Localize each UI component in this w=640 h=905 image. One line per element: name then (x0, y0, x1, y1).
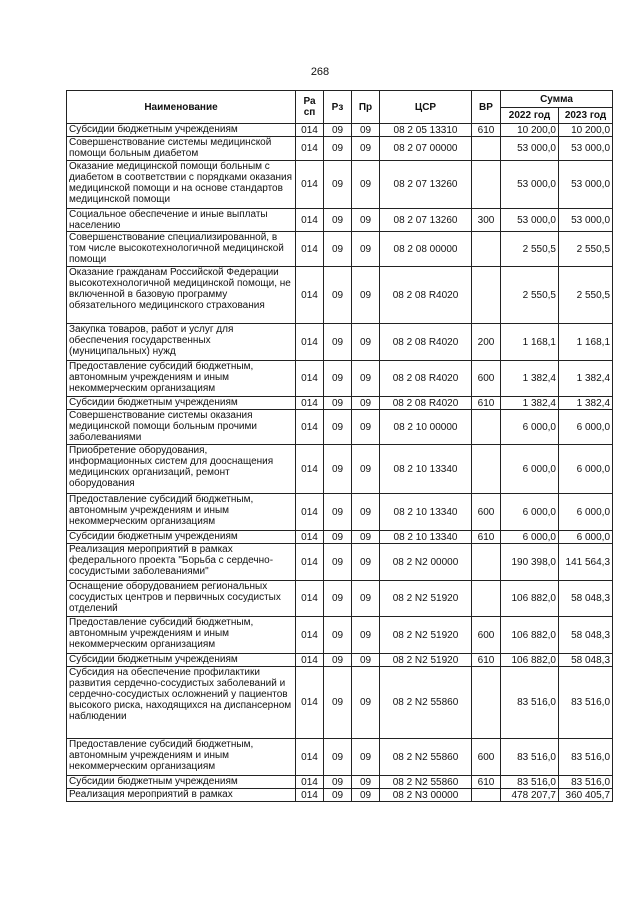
row-sum-2022: 83 516,0 (501, 739, 559, 776)
row-rz: 09 (324, 531, 352, 544)
row-sum-2022: 1 382,4 (501, 361, 559, 397)
row-csr: 08 2 N3 00000 (380, 789, 472, 802)
row-vr (472, 544, 501, 581)
row-vr: 300 (472, 209, 501, 232)
row-sum-2023: 6 000,0 (559, 445, 613, 494)
table-row (67, 789, 613, 802)
row-rz: 09 (324, 397, 352, 410)
row-vr: 600 (472, 617, 501, 654)
header-year-2022: 2022 год (501, 108, 559, 124)
row-csr: 08 2 N2 55860 (380, 776, 472, 789)
row-rasp: 014 (296, 161, 324, 209)
row-csr: 08 2 N2 51920 (380, 581, 472, 617)
table-row (67, 617, 613, 654)
row-name: Совершенствование специализированной, в том числе высокотехнологичной медицинской помощи (67, 232, 296, 267)
row-rz: 09 (324, 494, 352, 531)
table-header (67, 91, 613, 124)
row-csr: 08 2 08 R4020 (380, 361, 472, 397)
row-sum-2022: 1 382,4 (501, 397, 559, 410)
row-rasp: 014 (296, 617, 324, 654)
row-name: Оказание медицинской помощи больным с диабетом в соответствии с порядками оказания медицинской помощи и на основе стандартов медицинской помощи (67, 161, 296, 209)
row-sum-2023: 2 550,5 (559, 267, 613, 324)
row-rasp: 014 (296, 232, 324, 267)
row-pr: 09 (352, 232, 380, 267)
row-sum-2022: 106 882,0 (501, 654, 559, 667)
row-pr: 09 (352, 397, 380, 410)
row-rasp: 014 (296, 124, 324, 137)
table-row (67, 494, 613, 531)
row-pr: 09 (352, 410, 380, 445)
row-pr: 09 (352, 267, 380, 324)
header-year-2023: 2023 год (559, 108, 613, 124)
row-csr: 08 2 10 13340 (380, 445, 472, 494)
row-sum-2022: 10 200,0 (501, 124, 559, 137)
row-sum-2022: 1 168,1 (501, 324, 559, 361)
table-row (67, 544, 613, 581)
row-pr: 09 (352, 667, 380, 739)
row-sum-2023: 83 516,0 (559, 776, 613, 789)
row-name: Совершенствование системы медицинской помощи больным диабетом (67, 137, 296, 161)
row-name: Закупка товаров, работ и услуг для обеспечения государственных (муниципальных) нужд (67, 324, 296, 361)
row-csr: 08 2 N2 51920 (380, 654, 472, 667)
row-sum-2022: 478 207,7 (501, 789, 559, 802)
row-name: Предоставление субсидий бюджетным, автономным учреждениям и иным некоммерческим организациям (67, 361, 296, 397)
table-row (67, 654, 613, 667)
row-sum-2022: 53 000,0 (501, 209, 559, 232)
table-row (67, 124, 613, 137)
row-name: Приобретение оборудования, информационных систем для дооснащения медицинских организаций, ремонт оборудования (67, 445, 296, 494)
table-row (67, 209, 613, 232)
row-name: Оказание гражданам Российской Федерации высокотехнологичной медицинской помощи, не включенной в базовую программу обязательного медицинского страхования (67, 267, 296, 324)
table-row (67, 581, 613, 617)
table-row (67, 232, 613, 267)
row-sum-2023: 141 564,3 (559, 544, 613, 581)
row-rz: 09 (324, 209, 352, 232)
row-vr (472, 410, 501, 445)
row-rz: 09 (324, 617, 352, 654)
row-csr: 08 2 N2 55860 (380, 667, 472, 739)
row-sum-2023: 83 516,0 (559, 739, 613, 776)
row-rasp: 014 (296, 531, 324, 544)
row-sum-2023: 1 382,4 (559, 361, 613, 397)
table-row (67, 445, 613, 494)
row-vr: 200 (472, 324, 501, 361)
row-vr: 610 (472, 776, 501, 789)
row-sum-2022: 83 516,0 (501, 776, 559, 789)
row-name: Субсидии бюджетным учреждениям (67, 776, 296, 789)
row-vr (472, 445, 501, 494)
row-pr: 09 (352, 617, 380, 654)
row-sum-2023: 10 200,0 (559, 124, 613, 137)
row-vr (472, 137, 501, 161)
row-rz: 09 (324, 267, 352, 324)
table-body (67, 124, 613, 802)
row-vr: 610 (472, 397, 501, 410)
row-rz: 09 (324, 581, 352, 617)
row-rasp: 014 (296, 667, 324, 739)
row-sum-2023: 2 550,5 (559, 232, 613, 267)
row-sum-2022: 2 550,5 (501, 267, 559, 324)
row-csr: 08 2 N2 00000 (380, 544, 472, 581)
row-pr: 09 (352, 654, 380, 667)
row-rasp: 014 (296, 494, 324, 531)
table-row (67, 267, 613, 324)
header-vr: ВР (472, 91, 501, 124)
row-rasp: 014 (296, 654, 324, 667)
header-pr: Пр (352, 91, 380, 124)
row-pr: 09 (352, 544, 380, 581)
table-row (67, 739, 613, 776)
row-rz: 09 (324, 124, 352, 137)
budget-table (66, 90, 613, 802)
table-row (67, 137, 613, 161)
row-pr: 09 (352, 445, 380, 494)
row-sum-2023: 6 000,0 (559, 531, 613, 544)
row-csr: 08 2 N2 55860 (380, 739, 472, 776)
row-rasp: 014 (296, 776, 324, 789)
row-pr: 09 (352, 324, 380, 361)
row-rz: 09 (324, 137, 352, 161)
row-rasp: 014 (296, 789, 324, 802)
row-vr (472, 789, 501, 802)
row-rz: 09 (324, 161, 352, 209)
row-rasp: 014 (296, 581, 324, 617)
row-sum-2022: 53 000,0 (501, 161, 559, 209)
table-row (67, 361, 613, 397)
row-pr: 09 (352, 581, 380, 617)
row-csr: 08 2 N2 51920 (380, 617, 472, 654)
row-vr: 610 (472, 531, 501, 544)
row-csr: 08 2 08 R4020 (380, 324, 472, 361)
row-rasp: 014 (296, 739, 324, 776)
row-csr: 08 2 10 13340 (380, 531, 472, 544)
row-vr: 610 (472, 654, 501, 667)
row-pr: 09 (352, 361, 380, 397)
row-rz: 09 (324, 232, 352, 267)
row-name: Реализация мероприятий в рамках (67, 789, 296, 802)
row-csr: 08 2 10 00000 (380, 410, 472, 445)
row-csr: 08 2 05 13310 (380, 124, 472, 137)
row-rz: 09 (324, 739, 352, 776)
row-sum-2023: 58 048,3 (559, 617, 613, 654)
table-row (67, 667, 613, 739)
row-name: Субсидии бюджетным учреждениям (67, 397, 296, 410)
row-vr (472, 161, 501, 209)
row-sum-2022: 106 882,0 (501, 617, 559, 654)
row-rasp: 014 (296, 361, 324, 397)
row-name: Предоставление субсидий бюджетным, автономным учреждениям и иным некоммерческим организациям (67, 739, 296, 776)
row-sum-2022: 53 000,0 (501, 137, 559, 161)
row-rasp: 014 (296, 410, 324, 445)
row-sum-2023: 6 000,0 (559, 410, 613, 445)
row-name: Оснащение оборудованием региональных сосудистых центров и первичных сосудистых отделений (67, 581, 296, 617)
row-sum-2023: 83 516,0 (559, 667, 613, 739)
table-row (67, 324, 613, 361)
row-vr: 610 (472, 124, 501, 137)
row-name: Субсидии бюджетным учреждениям (67, 531, 296, 544)
row-name: Социальное обеспечение и иные выплаты населению (67, 209, 296, 232)
row-rz: 09 (324, 544, 352, 581)
row-pr: 09 (352, 124, 380, 137)
row-csr: 08 2 07 13260 (380, 161, 472, 209)
row-vr (472, 581, 501, 617)
row-rasp: 014 (296, 445, 324, 494)
row-sum-2022: 83 516,0 (501, 667, 559, 739)
row-pr: 09 (352, 137, 380, 161)
row-rz: 09 (324, 361, 352, 397)
row-name: Субсидия на обеспечение профилактики развития сердечно-сосудистых заболеваний и сердечно-сосудистых осложнений у пациентов высокого риска, находящихся на диспансерном наблюдении (67, 667, 296, 739)
row-vr: 600 (472, 361, 501, 397)
row-csr: 08 2 08 R4020 (380, 267, 472, 324)
row-sum-2022: 106 882,0 (501, 581, 559, 617)
table-row (67, 776, 613, 789)
row-rz: 09 (324, 789, 352, 802)
table-row (67, 410, 613, 445)
row-csr: 08 2 10 13340 (380, 494, 472, 531)
row-rz: 09 (324, 410, 352, 445)
row-vr (472, 267, 501, 324)
row-sum-2023: 58 048,3 (559, 654, 613, 667)
row-sum-2022: 2 550,5 (501, 232, 559, 267)
row-sum-2023: 53 000,0 (559, 209, 613, 232)
row-sum-2023: 53 000,0 (559, 161, 613, 209)
table-row (67, 161, 613, 209)
header-sum: Сумма (501, 91, 613, 108)
row-sum-2022: 6 000,0 (501, 494, 559, 531)
row-name: Реализация мероприятий в рамках федерального проекта "Борьба с сердечно-сосудистыми заболеваниями" (67, 544, 296, 581)
row-pr: 09 (352, 161, 380, 209)
row-sum-2023: 6 000,0 (559, 494, 613, 531)
row-rasp: 014 (296, 137, 324, 161)
table-row (67, 531, 613, 544)
row-name: Совершенствование системы оказания медицинской помощи больным прочими заболеваниями (67, 410, 296, 445)
row-sum-2023: 360 405,7 (559, 789, 613, 802)
row-pr: 09 (352, 531, 380, 544)
row-name: Предоставление субсидий бюджетным, автономным учреждениям и иным некоммерческим организациям (67, 494, 296, 531)
row-sum-2022: 6 000,0 (501, 445, 559, 494)
row-pr: 09 (352, 209, 380, 232)
header-name: Наименование (67, 91, 296, 124)
row-sum-2022: 190 398,0 (501, 544, 559, 581)
row-vr: 600 (472, 494, 501, 531)
header-rz: Рз (324, 91, 352, 124)
row-sum-2023: 1 382,4 (559, 397, 613, 410)
row-vr: 600 (472, 739, 501, 776)
row-rasp: 014 (296, 544, 324, 581)
row-csr: 08 2 07 13260 (380, 209, 472, 232)
table-row (67, 397, 613, 410)
row-pr: 09 (352, 776, 380, 789)
header-rasp: Ра сп (296, 91, 324, 124)
row-rasp: 014 (296, 324, 324, 361)
row-vr (472, 232, 501, 267)
row-name: Субсидии бюджетным учреждениям (67, 124, 296, 137)
row-rasp: 014 (296, 397, 324, 410)
row-rasp: 014 (296, 209, 324, 232)
row-pr: 09 (352, 789, 380, 802)
row-rz: 09 (324, 445, 352, 494)
row-rasp: 014 (296, 267, 324, 324)
row-rz: 09 (324, 667, 352, 739)
row-name: Предоставление субсидий бюджетным, автономным учреждениям и иным некоммерческим организациям (67, 617, 296, 654)
row-rz: 09 (324, 324, 352, 361)
row-pr: 09 (352, 494, 380, 531)
row-pr: 09 (352, 739, 380, 776)
row-sum-2023: 58 048,3 (559, 581, 613, 617)
row-csr: 08 2 07 00000 (380, 137, 472, 161)
row-sum-2022: 6 000,0 (501, 410, 559, 445)
row-sum-2023: 53 000,0 (559, 137, 613, 161)
header-csr: ЦСР (380, 91, 472, 124)
row-csr: 08 2 08 R4020 (380, 397, 472, 410)
row-sum-2023: 1 168,1 (559, 324, 613, 361)
page-number: 268 (310, 66, 330, 78)
row-rz: 09 (324, 776, 352, 789)
row-vr (472, 667, 501, 739)
row-sum-2022: 6 000,0 (501, 531, 559, 544)
row-rz: 09 (324, 654, 352, 667)
row-csr: 08 2 08 00000 (380, 232, 472, 267)
row-name: Субсидии бюджетным учреждениям (67, 654, 296, 667)
